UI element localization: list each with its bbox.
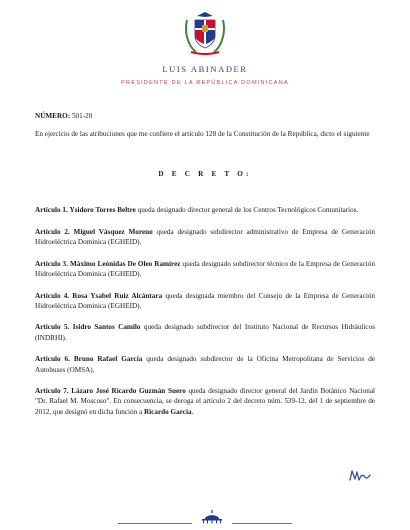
article-appointee: Lázaro José Ricardo Guzmán Suero: [71, 387, 186, 396]
article-appointee: Máximo Leónidas De Oleo Ramírez: [69, 259, 181, 268]
decree-number: [35, 112, 92, 120]
decree-number-label: NÚMERO:: [35, 112, 71, 120]
article-text: queda designado subdirector administrativo de Empresa de Generación Hidroeléctrica Dominica (EGHEID).: [35, 227, 376, 246]
decree-heading: D E C R E T O:: [158, 170, 252, 178]
article-text: queda designada miembro del Consejo de la Empresa de Generación Hidroeléctrica Dominica (EGHEID).: [35, 291, 376, 310]
article-text: queda designado director general del Jardín Botánico Nacional "Dr. Rafael M. Moscoso". En consecuencia, se deroga el artículo 2 del decreto núm. 539-12, del 1 de septiembre de 2012, que designó en dicha función a: [35, 387, 376, 416]
footer-rule-left: [118, 523, 192, 524]
article-4: [35, 291, 375, 311]
article-label: Artículo 3.: [35, 259, 68, 268]
article-text: queda designado director general de los Centros Tecnológicos Comunitarios.: [135, 206, 359, 214]
article-appointee: Bruno Rafael García: [73, 355, 143, 364]
article-label: Artículo 4.: [35, 291, 70, 300]
article-label: Artículo 7.: [35, 387, 69, 396]
article-2: [35, 227, 375, 247]
article-appointee: Miguel Vásquez Moreno: [73, 227, 153, 236]
article-appointee: Ysidoro Torres Beltre: [69, 206, 136, 214]
article-text: queda designado subdirector técnico de la Empresa de Generación Hidroeléctrica Dominica (EGHEID).: [35, 259, 375, 278]
article-label: Artículo 1.: [35, 206, 68, 214]
footer-rule-right: [232, 523, 292, 524]
article-3: [35, 259, 375, 279]
article-6: [35, 354, 375, 374]
article-tail-name: Ricardo García: [143, 407, 192, 416]
palace-dome-emblem: [199, 510, 225, 524]
letterhead-title: PRESIDENTE DE LA REPÚBLICA DOMINICANA: [121, 80, 289, 86]
article-appointee: Rosa Ysabel Ruiz Alcántara: [72, 291, 163, 300]
article-appointee: Isidro Santos Camilo: [72, 323, 141, 332]
article-1: [35, 205, 375, 215]
signature-initials: [348, 468, 372, 484]
article-label: Artículo 5.: [35, 323, 70, 332]
article-label: Artículo 2.: [35, 227, 70, 236]
article-tail: .: [191, 407, 194, 416]
letterhead-name: LUIS ABINADER: [162, 64, 248, 74]
article-7: [35, 386, 375, 417]
articles-list: [35, 205, 375, 428]
article-5: [35, 322, 375, 342]
intro-paragraph: En ejercicio de las atribuciones que me confiere el artículo 128 de la Constitución de la República, dicto el siguiente: [35, 130, 370, 138]
article-text: queda designado subdirector del Instituto Nacional de Recursos Hidráulicos (INDRHI).: [35, 323, 375, 342]
article-label: Artículo 6.: [35, 355, 70, 364]
article-text: queda designado subdirector de la Oficina Metropolitana de Servicios de Autobuses (OMSA).: [35, 355, 375, 374]
decree-number-value: 501-20: [71, 112, 93, 120]
coat-of-arms-seal: [183, 8, 227, 56]
